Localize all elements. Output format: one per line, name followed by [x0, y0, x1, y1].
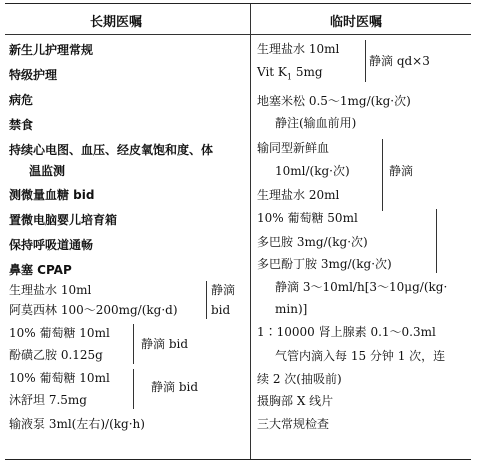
- long-term-order: 10% 葡萄糖 10ml: [9, 371, 110, 385]
- order-route-label: 静滴: [389, 164, 414, 178]
- long-term-order: 输液泵 3ml(左右)/(kg·h): [9, 417, 145, 431]
- temporary-order: 多巴酚丁胺 3mg/(kg·次): [257, 257, 392, 271]
- long-term-order: 病危: [9, 93, 34, 107]
- long-term-order: 10% 葡萄糖 10ml: [9, 326, 110, 340]
- order-frequency-label: bid: [211, 303, 231, 317]
- long-term-order: 沐舒坦 7.5mg: [9, 393, 87, 407]
- temporary-order: Vit $K_1$ 5mg: [257, 65, 323, 82]
- temporary-order: 三大常规检查: [257, 417, 330, 431]
- temporary-order: 地塞米松 0.5～1mg/(kg·次): [257, 94, 411, 108]
- long-term-order: 保持呼吸道通畅: [9, 238, 94, 252]
- order-group-bracket: [206, 281, 207, 319]
- temporary-order-continued: min)]: [275, 302, 308, 316]
- order-group-bracket: [133, 369, 134, 409]
- orders-table: [5, 3, 471, 460]
- order-group-bracket: [436, 209, 437, 273]
- temporary-order: 摄胸部 X 线片: [257, 394, 334, 408]
- long-term-order: 酚磺乙胺 0.125g: [9, 348, 103, 362]
- long-term-order-continued: 温监测: [29, 164, 66, 178]
- long-term-order: 新生儿护理常规: [9, 43, 94, 57]
- temporary-order-continued: 静注(输血前用): [275, 116, 357, 130]
- long-term-order: 测微量血糖 bid: [9, 188, 95, 202]
- temporary-order: 1∶10000 肾上腺素 0.1～0.3ml: [257, 325, 436, 339]
- temporary-order-continued: 静滴 3～10ml/h[3～10μg/(kg·: [275, 280, 448, 294]
- long-term-orders-heading: 长期医嘱: [90, 15, 143, 30]
- order-group-bracket: [365, 40, 366, 82]
- order-group-bracket: [133, 324, 134, 364]
- temporary-order-continued: 续 2 次(抽吸前): [257, 372, 342, 386]
- temporary-order: 10% 葡萄糖 50ml: [257, 211, 358, 225]
- temporary-order: 10ml/(kg·次): [275, 164, 350, 178]
- temporary-orders-heading: 临时医嘱: [330, 15, 383, 30]
- long-term-order: 阿莫西林 100～200mg/(kg·d): [9, 303, 178, 317]
- long-term-order: 生理盐水 10ml: [9, 283, 92, 297]
- order-route-label: 静滴: [211, 283, 236, 297]
- long-term-order: 持续心电图、血压、经皮氧饱和度、体: [9, 143, 214, 157]
- order-route-label: 静滴 bid: [151, 380, 199, 394]
- temporary-order-continued: 气管内滴入每 15 分钟 1 次，连: [275, 349, 446, 363]
- column-divider: [250, 4, 251, 459]
- long-term-order: 禁食: [9, 118, 34, 132]
- order-group-bracket: [382, 139, 383, 211]
- long-term-order: 置微电脑婴儿培育箱: [9, 213, 118, 227]
- order-route-label: 静滴 bid: [141, 337, 189, 351]
- long-term-order: 鼻塞 CPAP: [9, 263, 72, 277]
- temporary-order: 输同型新鲜血: [257, 141, 330, 155]
- table-header: [5, 4, 471, 35]
- temporary-order: 生理盐水 10ml: [257, 42, 340, 56]
- order-route-label: 静滴 qd×3: [369, 54, 430, 68]
- temporary-order: 生理盐水 20ml: [257, 188, 340, 202]
- long-term-order: 特级护理: [9, 68, 58, 82]
- temporary-order: 多巴胺 3mg/(kg·次): [257, 235, 368, 249]
